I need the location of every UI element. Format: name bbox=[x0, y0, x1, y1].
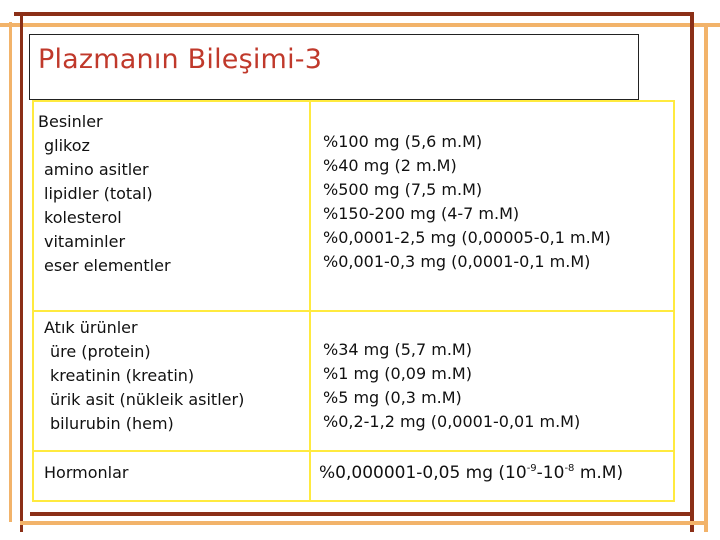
value-item: %0,2-1,2 mg (0,0001-0,01 m.M) bbox=[323, 412, 581, 431]
table-row-hormones bbox=[33, 451, 674, 501]
hormone-exponent-1: -9 bbox=[526, 463, 537, 474]
list-item: bilurubin (hem) bbox=[50, 414, 174, 433]
nutrients-names-cell bbox=[33, 101, 310, 311]
waste-values-cell bbox=[310, 311, 674, 451]
value-item: %5 mg (0,3 m.M) bbox=[323, 388, 462, 407]
hormones-name-cell bbox=[33, 451, 310, 501]
list-item: amino asitler bbox=[44, 160, 149, 179]
value-item: %150-200 mg (4-7 m.M) bbox=[323, 204, 520, 223]
section-heading: Atık ürünler bbox=[44, 318, 138, 337]
frame-bottom-light bbox=[20, 521, 704, 525]
waste-names-cell bbox=[33, 311, 310, 451]
value-item: %34 mg (5,7 m.M) bbox=[323, 340, 472, 359]
list-item: eser elementler bbox=[44, 256, 171, 275]
hormone-exponent-2: -8 bbox=[564, 463, 575, 474]
list-item: ürik asit (nükleik asitler) bbox=[50, 390, 245, 409]
value-item: %40 mg (2 m.M) bbox=[323, 156, 457, 175]
hormone-value-middle: -10 bbox=[536, 463, 565, 483]
value-item: %0,001-0,3 mg (0,0001-0,1 m.M) bbox=[323, 252, 591, 271]
frame-left-light bbox=[9, 22, 12, 522]
hormone-value bbox=[319, 463, 623, 483]
list-item: kreatinin (kreatin) bbox=[50, 366, 195, 385]
plasma-composition-table bbox=[32, 100, 675, 502]
list-item: lipidler (total) bbox=[44, 184, 153, 203]
frame-top-dark bbox=[14, 12, 694, 16]
list-item: glikoz bbox=[44, 136, 90, 155]
table-row-nutrients bbox=[33, 101, 674, 311]
title-box bbox=[29, 34, 639, 100]
frame-bottom-dark bbox=[30, 512, 694, 516]
table-row-waste bbox=[33, 311, 674, 451]
list-item: vitaminler bbox=[44, 232, 126, 251]
hormones-value-cell bbox=[310, 451, 674, 501]
list-item: üre (protein) bbox=[50, 342, 151, 361]
hormone-value-suffix: m.M) bbox=[574, 463, 624, 483]
nutrients-values-cell bbox=[310, 101, 674, 311]
value-item: %500 mg (7,5 m.M) bbox=[323, 180, 483, 199]
list-item: kolesterol bbox=[44, 208, 122, 227]
section-heading: Hormonlar bbox=[44, 463, 129, 482]
hormone-value-prefix: %0,000001-0,05 mg (10 bbox=[319, 463, 527, 483]
value-item: %100 mg (5,6 m.M) bbox=[323, 132, 483, 151]
slide-title: Plazmanın Bileşimi-3 bbox=[38, 44, 323, 75]
frame-left-dark bbox=[20, 12, 23, 532]
frame-right-light bbox=[704, 27, 708, 532]
frame-top-light bbox=[0, 23, 720, 27]
section-heading: Besinler bbox=[38, 112, 103, 131]
frame-right-dark bbox=[690, 12, 694, 532]
value-item: %0,0001-2,5 mg (0,00005-0,1 m.M) bbox=[323, 228, 611, 247]
value-item: %1 mg (0,09 m.M) bbox=[323, 364, 472, 383]
